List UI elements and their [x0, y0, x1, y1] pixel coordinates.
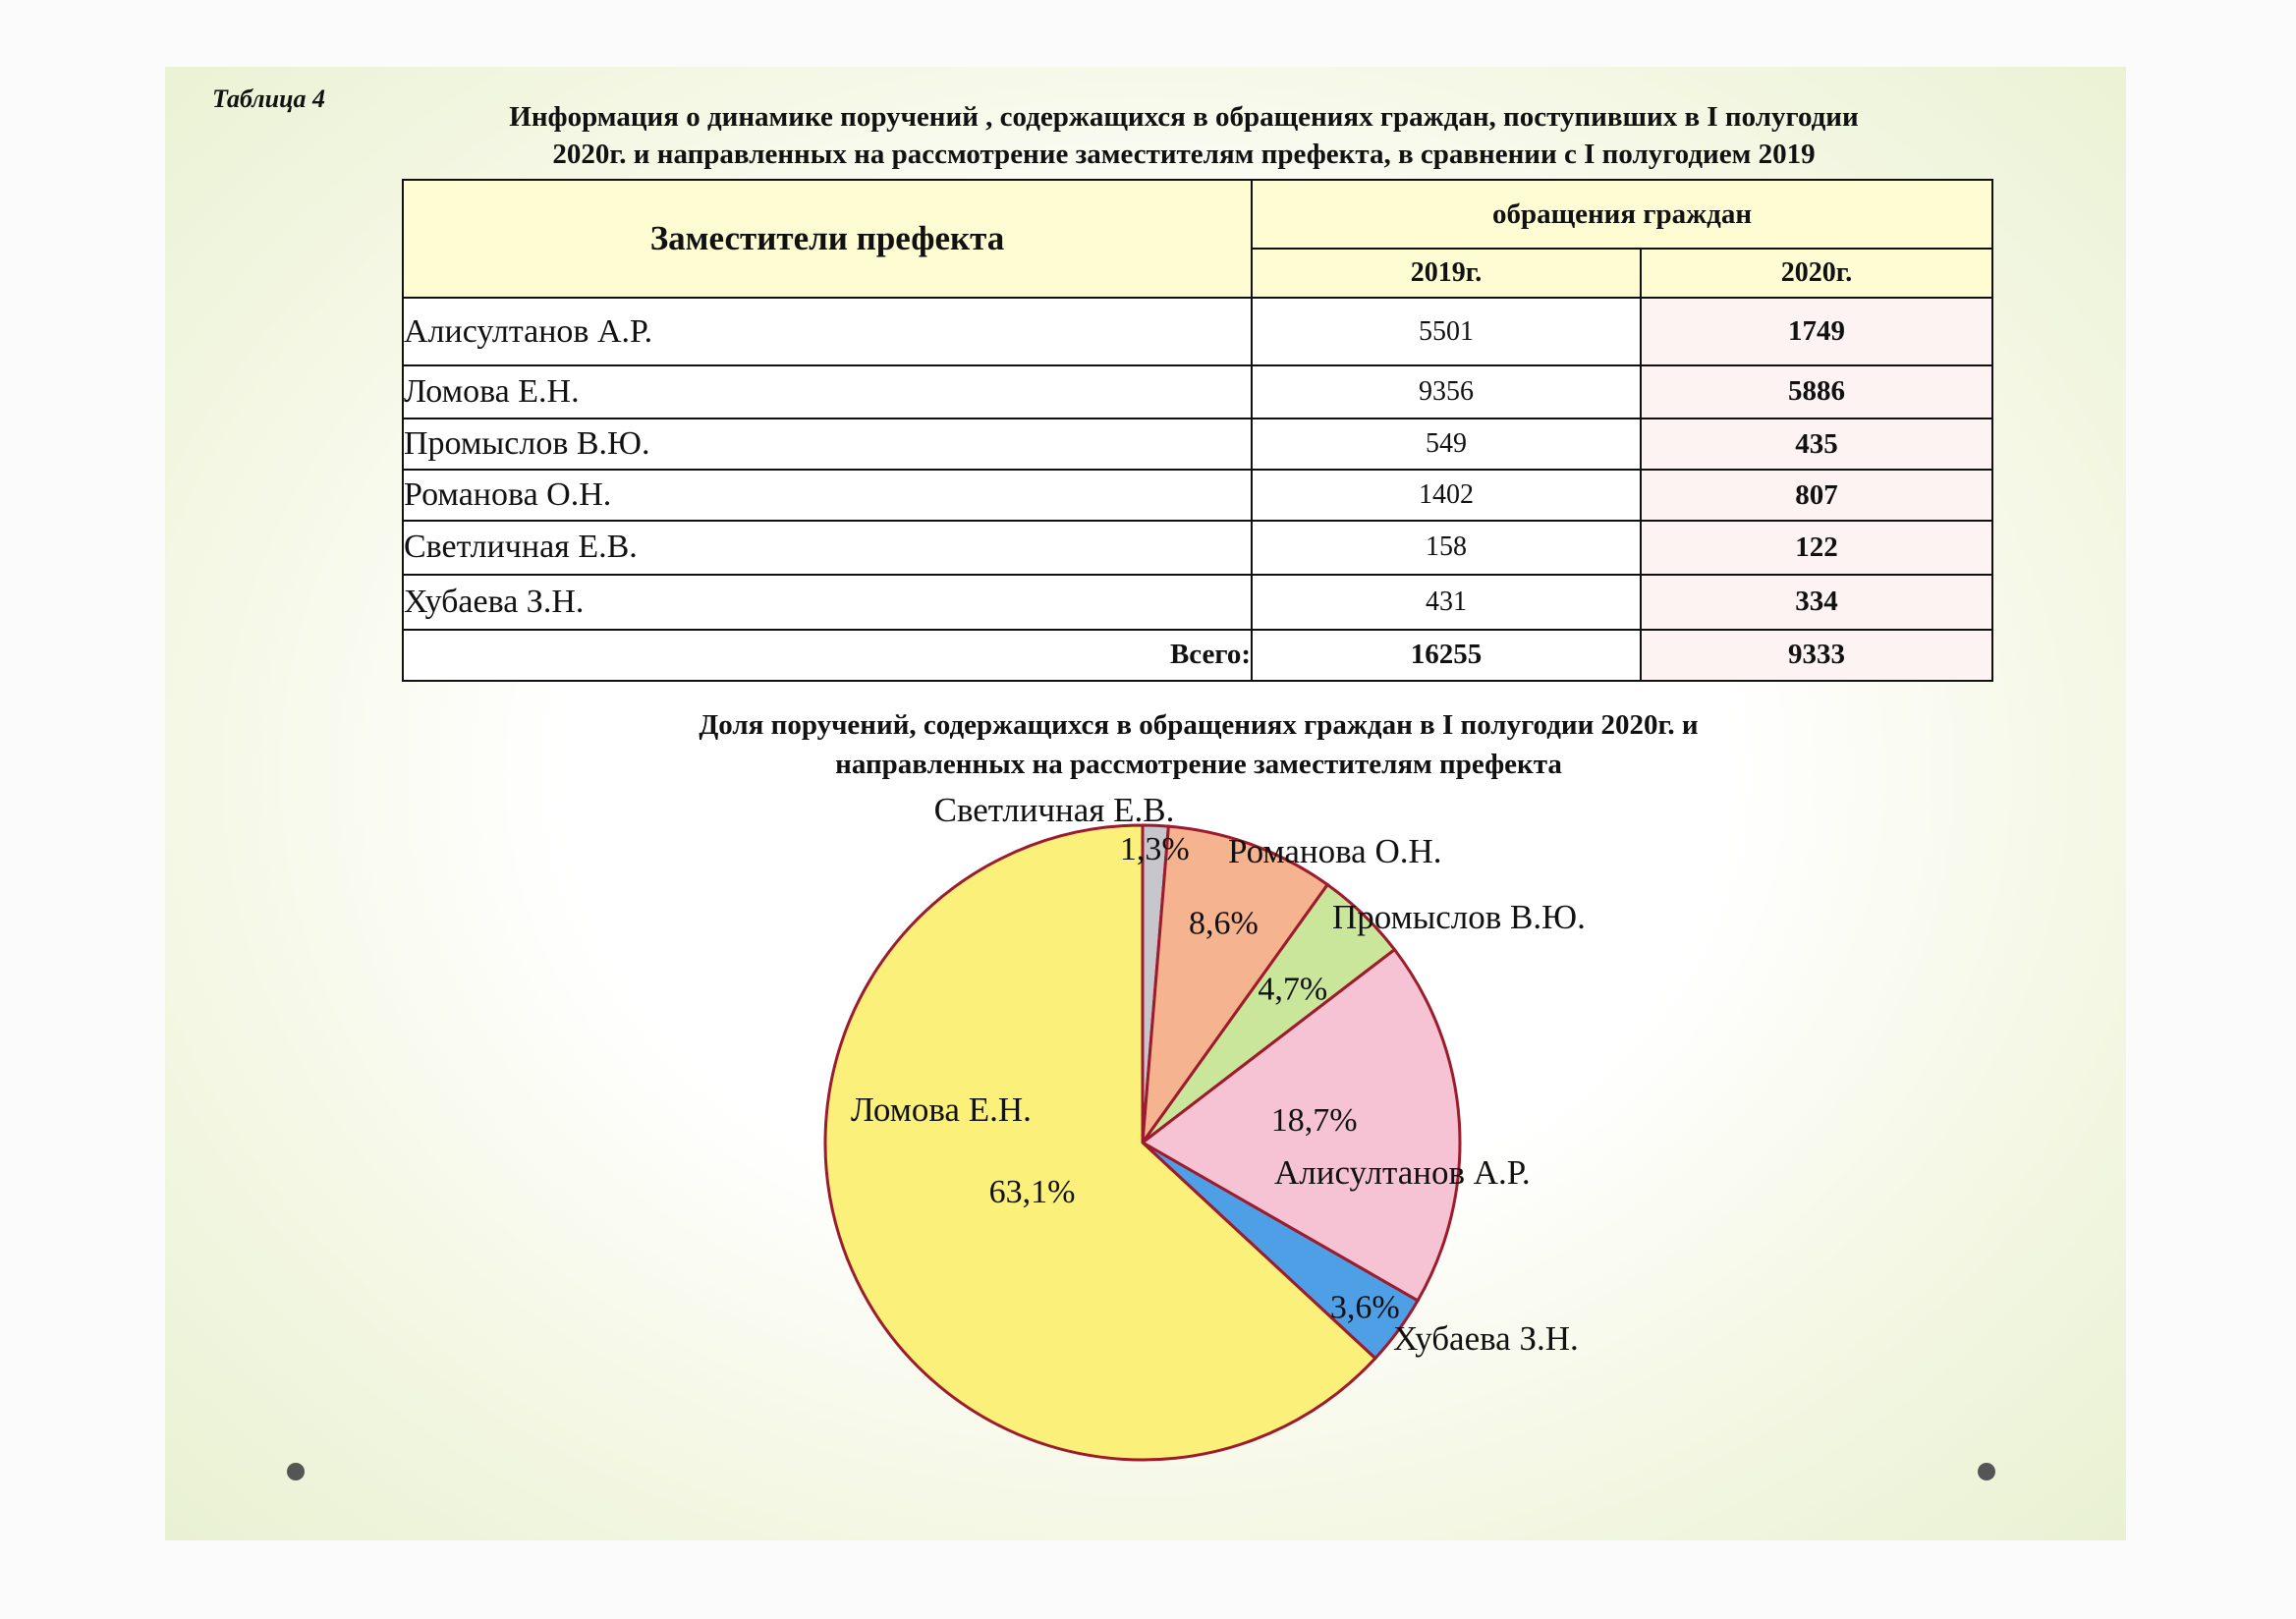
header-2020: 2020г. — [1641, 249, 1992, 298]
value-2020: 122 — [1641, 521, 1992, 574]
deputy-name: Светличная Е.В. — [403, 521, 1252, 574]
pie-percent-label: 63,1% — [988, 1174, 1076, 1211]
punch-hole-left — [287, 1463, 305, 1480]
pie-percent-label: 18,7% — [1270, 1101, 1358, 1139]
pie-percent-label: 1,3% — [1119, 830, 1190, 867]
value-2020: 435 — [1641, 419, 1992, 470]
pie-percent-label: 3,6% — [1329, 1289, 1400, 1326]
chart-title-line-1: Доля поручений, содержащихся в обращениях граждан в I полугодии 2020г. и — [699, 709, 1699, 741]
deputy-name: Хубаева З.Н. — [403, 575, 1252, 630]
deputy-name: Промыслов В.Ю. — [403, 419, 1252, 470]
pie-percent-label: 4,7% — [1258, 971, 1328, 1008]
total-2020: 9333 — [1641, 630, 1992, 681]
total-label: Всего: — [403, 630, 1252, 681]
value-2020: 5886 — [1641, 365, 1992, 419]
value-2020: 334 — [1641, 575, 1992, 630]
value-2019: 431 — [1252, 575, 1641, 630]
value-2019: 9356 — [1252, 365, 1641, 419]
pie-percent-label: 8,6% — [1188, 905, 1259, 942]
value-2019: 1402 — [1252, 470, 1641, 521]
pie-category-label: Хубаева З.Н. — [1393, 1319, 1579, 1358]
pie-category-label: Ломова Е.Н. — [851, 1090, 1032, 1129]
pie-category-label: Романова О.Н. — [1228, 832, 1442, 870]
header-citizen-appeals: обращения граждан — [1252, 180, 1992, 249]
table-number-label: Таблица 4 — [212, 84, 326, 113]
deputy-name: Романова О.Н. — [403, 470, 1252, 521]
header-2019: 2019г. — [1252, 249, 1641, 298]
document-title-line-2: 2020г. и направленных на рассмотрение заместителям префекта, в сравнении с I полугодием 2019 — [552, 139, 1816, 170]
value-2020: 807 — [1641, 470, 1992, 521]
header-deputies: Заместители префекта — [403, 180, 1252, 298]
punch-hole-right — [1978, 1463, 1995, 1480]
total-2019: 16255 — [1252, 630, 1641, 681]
chart-title-line-2: направленных на рассмотрение заместителям префекта — [835, 749, 1562, 780]
deputy-name: Ломова Е.Н. — [403, 365, 1252, 419]
pie-category-label: Промыслов В.Ю. — [1332, 898, 1586, 936]
document-title-line-1: Информация о динамике поручений , содержащихся в обращениях граждан, поступивших в I полугодии — [509, 101, 1859, 133]
pie-category-label: Алисултанов А.Р. — [1274, 1153, 1531, 1192]
pie-category-label: Светличная Е.В. — [933, 791, 1175, 829]
value-2019: 5501 — [1252, 298, 1641, 364]
deputy-name: Алисултанов А.Р. — [403, 298, 1252, 364]
value-2020: 1749 — [1641, 298, 1992, 364]
value-2019: 549 — [1252, 419, 1641, 470]
value-2019: 158 — [1252, 521, 1641, 574]
